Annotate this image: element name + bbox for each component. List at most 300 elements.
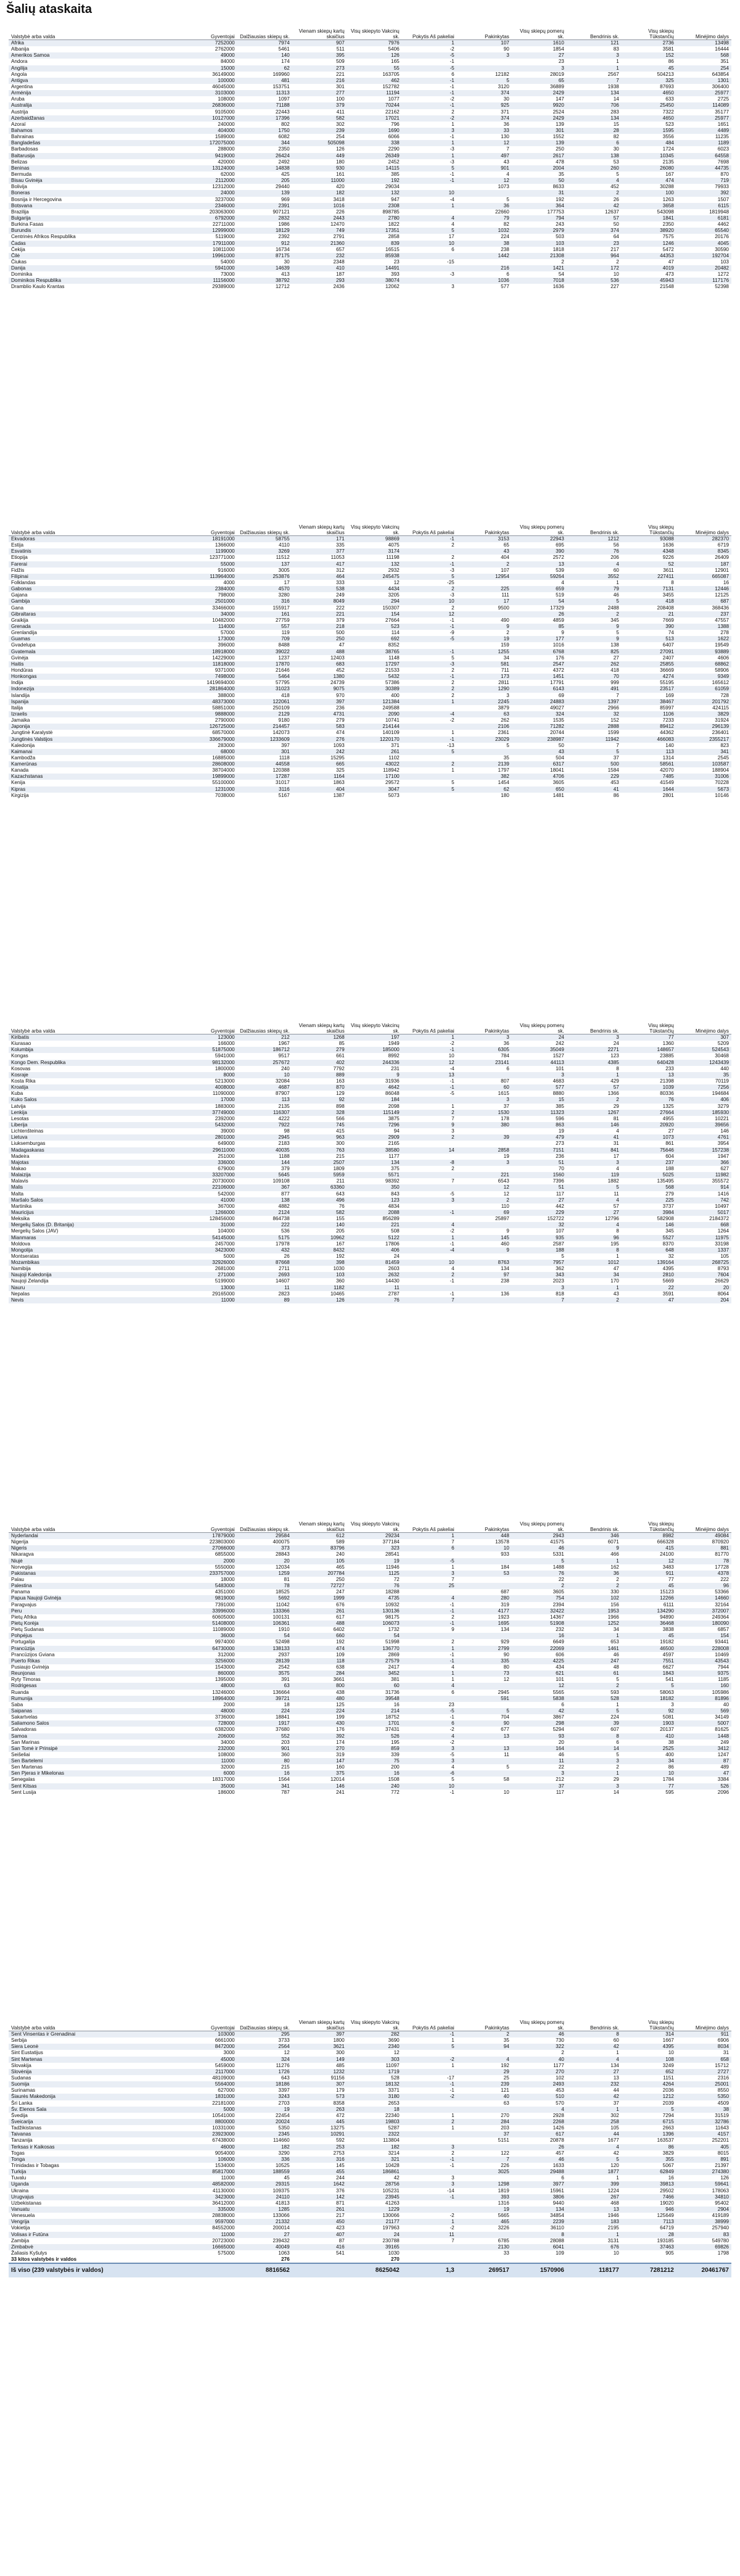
cell-value: 105	[292, 1558, 347, 1564]
cell-value: 58851000	[212, 704, 235, 711]
cell-value: 592	[336, 2137, 345, 2144]
cell-value: 2904	[676, 2207, 731, 2213]
cell-value: 197963	[382, 2225, 400, 2231]
cell-value: 6382000	[215, 1727, 235, 1733]
cell-value: 30	[284, 258, 290, 265]
cell-value: 5	[451, 654, 454, 661]
cell-value: 154	[347, 611, 402, 617]
cell-value: 14660	[676, 1595, 731, 1601]
cell-value: 16	[347, 1770, 402, 1777]
cell-value: 16	[512, 1633, 567, 1639]
cell-value: 4	[567, 178, 622, 184]
country-name: Volisas ir Futūna	[9, 2232, 183, 2238]
cell-value: 4	[402, 215, 457, 221]
cell-value: 6855000	[215, 1551, 235, 1558]
cell-value: 46	[613, 1651, 619, 1657]
country-name: Palestina	[9, 1583, 183, 1589]
cell-value: 22340	[385, 2112, 400, 2118]
table-row	[9, 717, 731, 724]
cell-value: 102	[556, 2074, 564, 2081]
cell-value: 1938	[607, 83, 619, 89]
cell-value: 1	[402, 1670, 457, 1677]
table-row	[9, 1197, 731, 1203]
cell-value: 48109000	[212, 2074, 235, 2081]
cell-value: 2	[457, 1197, 512, 1203]
cell-value: 139	[512, 140, 567, 146]
cell-value: 5941000	[215, 1053, 235, 1059]
cell-value: 2417	[388, 1664, 400, 1670]
cell-value: 319	[501, 1601, 509, 1608]
cell-value: 34	[613, 1627, 619, 1633]
cell-value: 108000	[218, 96, 235, 102]
cell-value: 1726	[237, 2069, 292, 2075]
cell-value: 1800000	[215, 1065, 235, 1071]
cell-value: 1224	[607, 2187, 619, 2194]
cell-value: 3226	[498, 2225, 509, 2231]
cell-value: 257672	[237, 1060, 292, 1066]
cell-value: 8	[567, 1247, 622, 1253]
cell-value: 536	[281, 1228, 290, 1234]
cell-value: 152	[610, 717, 619, 724]
cell-value: 375	[292, 1770, 347, 1777]
cell-value: 925	[457, 102, 512, 109]
cell-value: 6792000	[183, 215, 237, 221]
country-name: Žaliasis Kyšulys	[11, 2250, 47, 2256]
cell-value: 653	[610, 1639, 619, 1645]
cell-value: 35177	[715, 109, 729, 115]
cell-value: 6	[506, 1065, 509, 1071]
cell-value: 19803	[347, 2119, 402, 2125]
cell-value: 500	[336, 630, 345, 636]
cell-value: 3661	[333, 1677, 345, 1683]
cell-value: -1	[402, 1620, 457, 1627]
country-name: Malis	[9, 1184, 183, 1191]
column-header: Dalžiausias skiepų sk.	[237, 513, 292, 536]
cell-value: 730	[556, 2037, 564, 2044]
cell-value: 1610	[512, 40, 567, 47]
cell-value: 818	[556, 1290, 564, 1297]
cell-value: 1863	[333, 780, 345, 786]
cell-value: 36000	[183, 1633, 237, 1639]
table-row	[9, 737, 731, 743]
cell-value: 393	[457, 2194, 512, 2200]
table-row	[9, 2150, 731, 2157]
cell-value: 679000	[218, 1165, 235, 1171]
country-name: Seišeliai	[11, 1751, 30, 1757]
table-row	[9, 2037, 731, 2044]
cell-value: 249588	[382, 704, 400, 711]
cell-value: 194684	[712, 1091, 729, 1097]
cell-value: 139	[556, 121, 564, 127]
cell-value: 2753	[333, 2150, 345, 2156]
cell-value: 96	[676, 1583, 731, 1589]
cell-value: -2	[450, 1041, 454, 1047]
cell-value: 3180	[347, 2094, 402, 2100]
cell-value: 4	[512, 2107, 567, 2113]
column-header: Vienam skiepų kartų skaičius	[292, 1012, 347, 1034]
cell-value: 37	[457, 2131, 512, 2137]
cell-value: 8432	[292, 1247, 347, 1253]
cell-value: 212	[237, 1034, 292, 1041]
cell-value: 3423000	[183, 2194, 237, 2200]
table-row	[9, 197, 731, 203]
cell-value: 7	[451, 2237, 454, 2244]
cell-value: 128456000	[209, 1216, 235, 1222]
cell-value: 621	[512, 1670, 567, 1677]
cell-value: 1946	[607, 2213, 619, 2219]
cell-value: 37680	[275, 1727, 290, 1733]
cell-value: 19020	[660, 2200, 674, 2206]
cell-value: 2869	[388, 1651, 400, 1657]
other-countries-row	[9, 2256, 731, 2263]
cell-value: 4462	[717, 221, 729, 228]
cell-value: 8	[616, 1228, 619, 1234]
cell-value: 7396	[553, 1178, 564, 1184]
cell-value: 170	[610, 1278, 619, 1284]
cell-value: 12901	[715, 567, 729, 573]
cell-value: 126	[347, 52, 402, 59]
cell-value	[457, 259, 512, 265]
table-row	[9, 1545, 731, 1551]
cell-value: 1264	[717, 1228, 729, 1234]
country-name: Maršalo Salos	[9, 1197, 183, 1203]
table-row	[9, 1154, 731, 1160]
cell-value: 596	[556, 1115, 564, 1121]
cell-value: 14	[567, 1746, 622, 1752]
cell-value: 935	[512, 1235, 567, 1241]
cell-value: 1298	[457, 2181, 512, 2187]
cell-value: 452	[336, 667, 345, 673]
cell-value: 18	[284, 1701, 290, 1707]
cell-value: 45000	[183, 2057, 237, 2063]
cell-value: 119	[281, 630, 290, 636]
cell-value: 9419000	[183, 153, 237, 159]
cell-value	[567, 2256, 622, 2263]
cell-value: 1543000	[215, 1664, 235, 1670]
cell-value: 4000	[223, 579, 235, 585]
cell-value: 188559	[237, 2169, 292, 2175]
cell-value: 4348	[622, 548, 676, 555]
cell-value: 465	[336, 1564, 345, 1570]
cell-value: 1012	[567, 1260, 622, 1266]
cell-value: 1212	[567, 536, 622, 543]
cell-value: 270	[292, 1746, 347, 1752]
cell-value: 13246000	[212, 1689, 235, 1695]
cell-value: -1	[402, 78, 457, 84]
cell-value: 34	[503, 654, 509, 661]
cell-value: 43	[457, 548, 512, 555]
cell-value: 192	[556, 196, 564, 202]
cell-value: 5	[402, 2044, 457, 2050]
cell-value: 2	[567, 190, 622, 196]
cell-value: 410	[292, 265, 347, 271]
cell-value: 172075000	[183, 140, 237, 146]
cell-value: 568	[676, 52, 731, 59]
cell-value: 92	[292, 1097, 347, 1103]
cell-value: 247	[567, 1658, 622, 1664]
cell-value: 385	[391, 171, 400, 177]
cell-value: 901	[237, 1746, 292, 1752]
table-row	[9, 1184, 731, 1191]
cell-value: 140	[237, 52, 292, 59]
cell-value: 55100000	[212, 780, 235, 786]
cell-value: 11975	[676, 1235, 731, 1241]
cell-value: 2542	[278, 1664, 290, 1670]
cell-value: 22660	[495, 208, 509, 215]
cell-value: 870	[720, 171, 729, 177]
cell-value: 37	[613, 754, 619, 761]
cell-value: 10	[402, 598, 457, 605]
cell-value: 142073	[273, 730, 290, 736]
cell-value: -1	[402, 674, 457, 680]
cell-value: 27066000	[183, 1545, 237, 1551]
cell-value: 3875	[388, 1115, 400, 1121]
country-name: Indija	[11, 680, 23, 686]
cell-value: 2457000	[215, 1241, 235, 1247]
table-row	[9, 1191, 731, 1197]
cell-value: 376	[336, 2187, 345, 2194]
table-row	[9, 780, 731, 786]
cell-value: 364	[512, 203, 567, 209]
cell-value: 20920	[622, 1122, 676, 1128]
cell-value: 2394	[553, 1601, 564, 1608]
cell-value	[402, 793, 457, 799]
country-name: Filipinai	[9, 574, 183, 580]
table-row	[9, 90, 731, 96]
cell-value: 1290	[457, 686, 512, 692]
cell-value: 9226	[662, 555, 674, 561]
cell-value: 11042	[276, 1601, 290, 1608]
table-row	[9, 146, 731, 152]
cell-value: 19	[457, 636, 512, 642]
table-row	[9, 674, 731, 680]
cell-value: 153751	[273, 83, 290, 89]
cell-value: 11	[237, 1285, 292, 1291]
cell-value: 25977	[676, 90, 731, 96]
cell-value: 3	[402, 1571, 457, 1577]
cell-value: 4019	[622, 265, 676, 271]
cell-value: 46	[512, 1545, 567, 1551]
cell-value: 2966	[607, 704, 619, 711]
country-name: Tonga	[9, 2157, 183, 2163]
cell-value: 18918000	[183, 649, 237, 655]
cell-value: 929	[501, 1639, 509, 1645]
country-name: Papua Naujoji Gvinėja	[9, 1595, 183, 1601]
cell-value: 336000	[183, 1160, 237, 1166]
cell-value: 26836000	[183, 102, 237, 109]
table-row	[9, 1727, 731, 1733]
cell-value: 138133	[237, 1646, 292, 1652]
cell-value: 47557	[715, 617, 729, 623]
cell-value: 366	[676, 1160, 731, 1166]
cell-value: 526	[347, 1733, 402, 1740]
cell-value: 2348	[333, 258, 345, 265]
cell-value: 2004	[512, 165, 567, 171]
cell-value: 28541	[385, 1551, 400, 1558]
cell-value: 123000	[183, 1034, 237, 1041]
country-name: Farerai	[9, 561, 183, 568]
cell-value: 47	[676, 1770, 731, 1777]
cell-value: 3954	[717, 1141, 729, 1147]
cell-value: 4882	[278, 1203, 290, 1209]
cell-value: 2711	[279, 1266, 290, 1272]
cell-value: 4	[402, 1222, 457, 1228]
cell-value: 273	[292, 65, 347, 72]
cell-value: 5	[457, 1708, 512, 1714]
cell-value: 1243439	[676, 1060, 731, 1066]
cell-value: 335	[457, 1658, 512, 1664]
table-row	[9, 1602, 731, 1608]
cell-value: 390	[512, 548, 567, 555]
cell-value: 46	[613, 592, 619, 598]
column-header: Visų skiepų pomerų sk.	[512, 1510, 567, 1533]
cell-value: 2429	[512, 90, 567, 96]
country-name: Kongo Dem. Respublika	[9, 1060, 183, 1066]
cell-value: 111	[501, 592, 509, 598]
cell-value: 8550	[717, 2087, 729, 2094]
table-row	[9, 1066, 731, 1072]
table-row	[9, 1116, 731, 1122]
table-row	[9, 2094, 731, 2100]
country-name: Iš viso (239 valstybės ir valdos)	[9, 2263, 183, 2277]
cell-value: 4	[451, 1764, 454, 1770]
cell-value: 420000	[218, 159, 235, 165]
cell-value: 279	[336, 717, 345, 724]
table-row	[9, 2050, 731, 2056]
cell-value: 505098	[292, 140, 347, 146]
cell-value: 14229000	[212, 654, 235, 661]
cell-value: 81	[284, 1576, 290, 1582]
cell-value: 9888000	[183, 711, 237, 717]
cell-value: 1644	[622, 786, 676, 793]
cell-value: 9	[402, 1122, 457, 1128]
cell-value: 1266000	[183, 1210, 237, 1216]
cell-value: 5119000	[215, 234, 235, 240]
table-row	[9, 1291, 731, 1297]
country-name: Malta	[11, 1191, 24, 1197]
cell-value: 344	[237, 140, 292, 146]
cell-value: 24	[613, 1041, 619, 1047]
cell-value: 307	[292, 2081, 347, 2087]
cell-value: 2780	[347, 215, 402, 221]
cell-value: 2	[561, 258, 564, 265]
cell-value: 508	[391, 1228, 400, 1234]
cell-value: 12	[457, 140, 512, 146]
country-name: Šv. Elenos Sala	[9, 2107, 183, 2113]
country-name: Pietų Afrika	[11, 1614, 37, 1620]
country-name: Mongolija	[9, 1247, 183, 1253]
table-row	[9, 586, 731, 592]
cell-value: 1	[451, 2125, 454, 2131]
cell-value: 197	[347, 1034, 402, 1041]
cell-value: 233	[665, 1065, 674, 1071]
cell-value	[457, 2256, 512, 2263]
table-row	[9, 2125, 731, 2131]
cell-value	[402, 253, 457, 259]
cell-value: 5350	[676, 2094, 731, 2100]
cell-value: 27	[567, 2069, 622, 2075]
table-row	[9, 1091, 731, 1097]
table-row	[9, 568, 731, 574]
cell-value: 17870	[237, 661, 292, 667]
cell-value: 3	[451, 284, 454, 290]
cell-value: 121	[567, 40, 622, 47]
cell-value: 8049	[292, 598, 347, 605]
cell-value: -3	[450, 567, 454, 573]
cell-value: 6543	[498, 1178, 509, 1184]
cell-value: 46	[512, 2157, 567, 2163]
cell-value: 5483000	[183, 1583, 237, 1589]
country-name: Haitis	[9, 661, 183, 667]
cell-value: 135495	[657, 1178, 674, 1184]
column-header: Visų skiepų pomerų sk.	[512, 2008, 567, 2031]
cell-value: 4	[451, 1266, 454, 1272]
table-row	[9, 1278, 731, 1284]
cell-value: 35049	[512, 1047, 567, 1053]
cell-value: 3	[567, 1783, 622, 1790]
cell-value: -5	[402, 52, 457, 59]
cell-value	[457, 1128, 512, 1134]
cell-value: 4110	[279, 542, 290, 548]
table-row	[9, 548, 731, 555]
cell-value: 24100	[660, 1551, 674, 1558]
cell-value: 397	[281, 742, 290, 748]
cell-value: 539	[556, 567, 564, 573]
cell-value: 336	[237, 2157, 292, 2163]
column-header: Minėjimo dalys	[676, 17, 731, 40]
cell-value: 1380	[292, 674, 347, 680]
cell-value: 4	[561, 579, 564, 585]
country-name: Mauricijus	[9, 1210, 183, 1216]
table-row	[9, 1551, 731, 1558]
cell-value: 2112000	[183, 178, 237, 184]
cell-value: 83	[613, 46, 619, 52]
country-name: Gambija	[9, 598, 183, 605]
country-name: Dominikos Respublika	[9, 278, 183, 284]
cell-value: 796	[391, 121, 400, 127]
country-name: Samoa	[9, 1733, 183, 1740]
cell-value: 157238	[676, 1147, 731, 1154]
country-name: Tuvalu	[11, 2175, 27, 2181]
cell-value: 4395	[662, 1266, 674, 1272]
cell-value: 3279	[717, 1103, 729, 1109]
cell-value: 5122	[347, 1235, 402, 1241]
cell-value: 633	[665, 96, 674, 102]
cell-value: 2	[451, 1165, 454, 1171]
cell-value: 4395	[622, 2044, 676, 2050]
country-name: Ukraina	[11, 2187, 29, 2194]
country-name: Sen Bartelemi	[9, 1758, 183, 1764]
country-name: Pietų Sudanas	[11, 1627, 44, 1633]
cell-value: 89412	[622, 724, 676, 730]
table-row	[9, 2107, 731, 2113]
cell-value: 29234	[347, 1533, 402, 1540]
cell-value: 18191000	[183, 536, 237, 543]
cell-value: 2727	[676, 2069, 731, 2075]
cell-value: 2384000	[183, 586, 237, 592]
cell-value: 85817000	[183, 2169, 237, 2175]
cell-value: 185930	[676, 1110, 731, 1116]
cell-value: 2290	[388, 146, 400, 152]
cell-value: 242	[292, 749, 347, 755]
cell-value: 152782	[382, 83, 400, 89]
cell-value: 3103000	[183, 90, 237, 96]
cell-value: 2	[451, 555, 454, 561]
cell-value: 74	[668, 630, 674, 636]
cell-value: 133066	[273, 2213, 290, 2219]
cell-value: 26349	[347, 153, 402, 159]
column-header: Gyventojai	[183, 1510, 237, 1533]
